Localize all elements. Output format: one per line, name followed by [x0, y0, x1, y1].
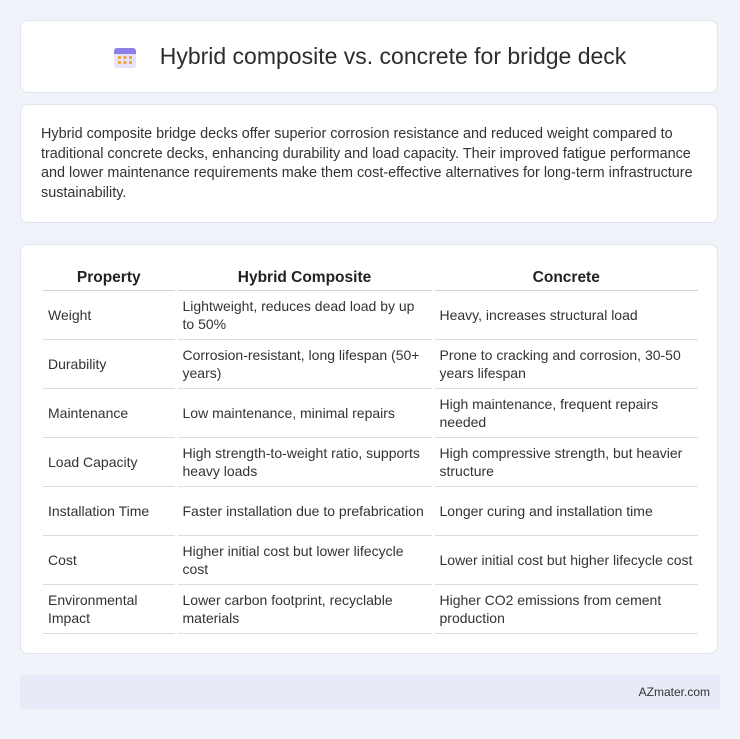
table-cell: Heavy, increases structural load	[433, 291, 698, 340]
summary-card	[20, 104, 718, 223]
table-row	[43, 487, 698, 536]
table-cell: Higher CO2 emissions from cement production	[433, 585, 698, 634]
table-cell: Durability	[43, 340, 176, 389]
table-cell: Corrosion-resistant, long lifespan (50+ years)	[176, 340, 433, 389]
page-title: Hybrid composite vs. concrete for bridge deck	[159, 43, 627, 69]
calendar-icon	[112, 44, 138, 70]
table-cell: Lower initial cost but higher lifecycle cost	[433, 536, 698, 585]
title-card	[20, 20, 718, 93]
table-row	[43, 585, 698, 634]
footer-site[interactable]: AZmater.com	[638, 685, 710, 699]
column-header: Property	[43, 263, 176, 291]
table-cell: Installation Time	[43, 487, 176, 536]
summary-text: Hybrid composite bridge decks offer superior corrosion resistance and reduced weight compared to traditional concrete decks, enhancing durability and load capacity. Their improved fatigue performance and lower maintenance requirements make them cost-effective alternatives for long-term infrastructure sustainability.	[41, 126, 693, 201]
table-row	[43, 340, 698, 389]
table-header-row	[43, 263, 698, 291]
table-cell: Higher initial cost but lower lifecycle cost	[176, 536, 433, 585]
table-cell: High maintenance, frequent repairs needed	[433, 389, 698, 438]
table-cell: Faster installation due to prefabrication	[176, 487, 433, 536]
comparison-table	[43, 263, 698, 634]
table-cell: Load Capacity	[43, 438, 176, 487]
column-header: Concrete	[433, 263, 698, 291]
table-cell: Lower carbon footprint, recyclable materials	[176, 585, 433, 634]
table-cell: High strength-to-weight ratio, supports heavy loads	[176, 438, 433, 487]
comparison-card	[20, 244, 718, 654]
table-row	[43, 438, 698, 487]
table-cell: Lightweight, reduces dead load by up to 50%	[176, 291, 433, 340]
table-cell: Weight	[43, 291, 176, 340]
table-cell: High compressive strength, but heavier structure	[433, 438, 698, 487]
table-row	[43, 389, 698, 438]
column-header: Hybrid Composite	[176, 263, 433, 291]
table-row	[43, 536, 698, 585]
table-cell: Environmental Impact	[43, 585, 176, 634]
table-cell: Cost	[43, 536, 176, 585]
table-cell: Low maintenance, minimal repairs	[176, 389, 433, 438]
table-row	[43, 291, 698, 340]
table-cell: Prone to cracking and corrosion, 30-50 years lifespan	[433, 340, 698, 389]
table-cell: Longer curing and installation time	[433, 487, 698, 536]
footer	[20, 675, 720, 709]
table-cell: Maintenance	[43, 389, 176, 438]
